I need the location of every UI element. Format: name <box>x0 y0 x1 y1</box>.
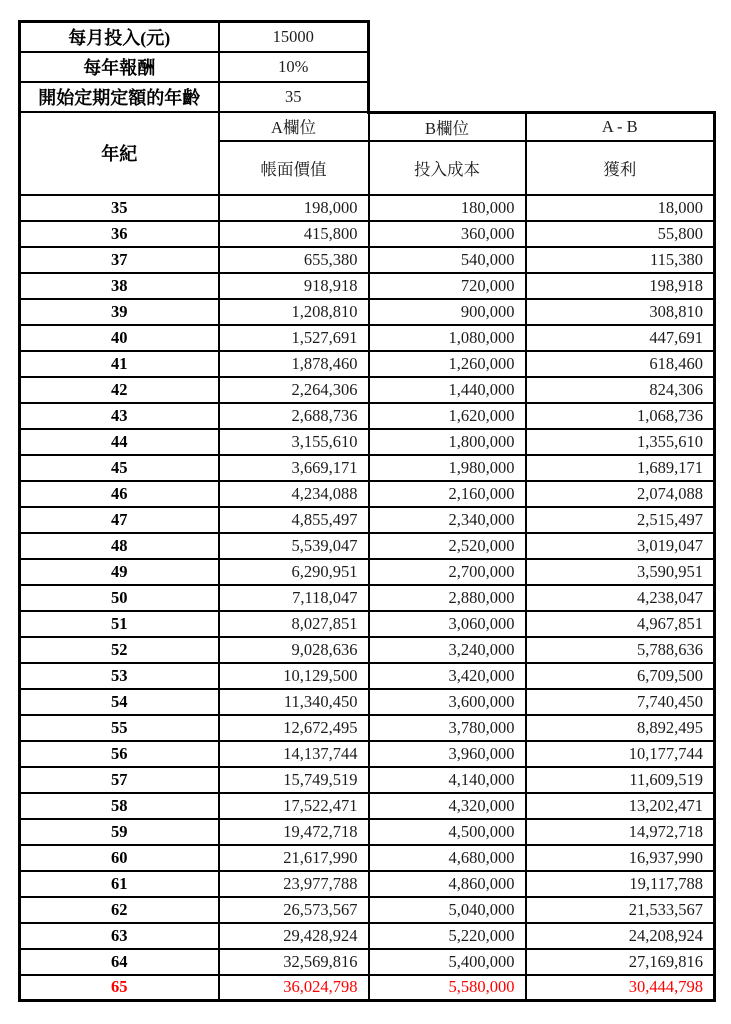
cell-book-value: 1,878,460 <box>219 351 369 377</box>
cell-cost: 900,000 <box>369 299 526 325</box>
cell-book-value: 655,380 <box>219 247 369 273</box>
cell-book-value: 198,000 <box>219 195 369 221</box>
cell-age: 47 <box>20 507 219 533</box>
cell-age: 44 <box>20 429 219 455</box>
cell-profit: 8,892,495 <box>526 715 715 741</box>
table-row <box>20 481 715 507</box>
cell-profit: 18,000 <box>526 195 715 221</box>
cell-book-value: 1,208,810 <box>219 299 369 325</box>
cell-cost: 3,060,000 <box>369 611 526 637</box>
cell-book-value: 4,855,497 <box>219 507 369 533</box>
table-row <box>20 533 715 559</box>
cell-profit: 618,460 <box>526 351 715 377</box>
cell-cost: 3,960,000 <box>369 741 526 767</box>
cell-book-value: 29,428,924 <box>219 923 369 949</box>
cell-profit: 115,380 <box>526 247 715 273</box>
cell-book-value: 2,264,306 <box>219 377 369 403</box>
column-header-b: B欄位 <box>369 112 526 141</box>
table-row <box>20 377 715 403</box>
cell-book-value: 23,977,788 <box>219 871 369 897</box>
cell-cost: 540,000 <box>369 247 526 273</box>
table-row <box>20 611 715 637</box>
param-value-monthly-investment: 15000 <box>219 22 369 53</box>
cell-profit: 6,709,500 <box>526 663 715 689</box>
empty-area <box>369 52 715 82</box>
column-header-a: A欄位 <box>219 112 369 141</box>
cell-profit: 21,533,567 <box>526 897 715 923</box>
param-row-start-age <box>20 82 715 112</box>
cell-profit: 27,169,816 <box>526 949 715 975</box>
cell-cost: 2,700,000 <box>369 559 526 585</box>
table-row <box>20 949 715 975</box>
cell-book-value: 9,028,636 <box>219 637 369 663</box>
cell-profit: 1,689,171 <box>526 455 715 481</box>
cell-book-value: 26,573,567 <box>219 897 369 923</box>
cell-cost: 3,420,000 <box>369 663 526 689</box>
cell-cost: 2,340,000 <box>369 507 526 533</box>
param-row-annual-return <box>20 52 715 82</box>
cell-cost: 5,220,000 <box>369 923 526 949</box>
cell-book-value: 5,539,047 <box>219 533 369 559</box>
cell-cost: 1,440,000 <box>369 377 526 403</box>
cell-age: 42 <box>20 377 219 403</box>
cell-profit: 5,788,636 <box>526 637 715 663</box>
empty-area <box>369 82 715 112</box>
table-row <box>20 923 715 949</box>
column-header-a-minus-b: A - B <box>526 112 715 141</box>
cell-cost: 5,040,000 <box>369 897 526 923</box>
cell-age: 50 <box>20 585 219 611</box>
cell-profit: 7,740,450 <box>526 689 715 715</box>
column-header-age: 年紀 <box>20 112 219 195</box>
cell-age: 58 <box>20 793 219 819</box>
cell-age: 36 <box>20 221 219 247</box>
cell-cost: 1,260,000 <box>369 351 526 377</box>
cell-profit: 1,355,610 <box>526 429 715 455</box>
cell-profit: 10,177,744 <box>526 741 715 767</box>
cell-age: 39 <box>20 299 219 325</box>
cell-age: 59 <box>20 819 219 845</box>
cell-profit: 19,117,788 <box>526 871 715 897</box>
cell-profit: 11,609,519 <box>526 767 715 793</box>
cell-cost: 4,140,000 <box>369 767 526 793</box>
cell-age: 46 <box>20 481 219 507</box>
cell-age: 56 <box>20 741 219 767</box>
cell-age: 57 <box>20 767 219 793</box>
cell-cost: 1,980,000 <box>369 455 526 481</box>
cell-age: 64 <box>20 949 219 975</box>
table-row <box>20 325 715 351</box>
cell-book-value: 7,118,047 <box>219 585 369 611</box>
cell-book-value: 21,617,990 <box>219 845 369 871</box>
cell-cost: 2,880,000 <box>369 585 526 611</box>
cell-profit: 13,202,471 <box>526 793 715 819</box>
cell-age: 54 <box>20 689 219 715</box>
cell-profit: 3,590,951 <box>526 559 715 585</box>
cell-profit: 4,238,047 <box>526 585 715 611</box>
table-row <box>20 819 715 845</box>
table-row <box>20 559 715 585</box>
table-row <box>20 429 715 455</box>
cell-age: 48 <box>20 533 219 559</box>
cell-profit: 198,918 <box>526 273 715 299</box>
cell-book-value: 14,137,744 <box>219 741 369 767</box>
cell-age: 43 <box>20 403 219 429</box>
column-header-top-row <box>20 112 715 141</box>
cell-age: 45 <box>20 455 219 481</box>
table-row <box>20 793 715 819</box>
cell-cost: 1,080,000 <box>369 325 526 351</box>
empty-area <box>369 22 715 53</box>
table-row <box>20 247 715 273</box>
cell-profit: 4,967,851 <box>526 611 715 637</box>
cell-cost: 3,240,000 <box>369 637 526 663</box>
table-row <box>20 663 715 689</box>
cell-book-value: 8,027,851 <box>219 611 369 637</box>
cell-cost: 1,620,000 <box>369 403 526 429</box>
cell-age: 52 <box>20 637 219 663</box>
column-header-profit: 獲利 <box>526 141 715 195</box>
table-row <box>20 299 715 325</box>
table-row <box>20 871 715 897</box>
cell-profit: 16,937,990 <box>526 845 715 871</box>
table-row <box>20 845 715 871</box>
cell-book-value: 2,688,736 <box>219 403 369 429</box>
table-row <box>20 221 715 247</box>
cell-cost: 2,520,000 <box>369 533 526 559</box>
cell-age: 65 <box>20 975 219 1001</box>
cell-book-value: 19,472,718 <box>219 819 369 845</box>
table-row <box>20 715 715 741</box>
cell-book-value: 3,669,171 <box>219 455 369 481</box>
param-label-start-age: 開始定期定額的年齡 <box>20 82 219 112</box>
param-label-annual-return: 每年報酬 <box>20 52 219 82</box>
cell-book-value: 36,024,798 <box>219 975 369 1001</box>
cell-age: 35 <box>20 195 219 221</box>
column-header-book-value: 帳面價值 <box>219 141 369 195</box>
table-row <box>20 689 715 715</box>
cell-book-value: 415,800 <box>219 221 369 247</box>
param-value-annual-return: 10% <box>219 52 369 82</box>
cell-book-value: 15,749,519 <box>219 767 369 793</box>
cell-age: 61 <box>20 871 219 897</box>
cell-cost: 720,000 <box>369 273 526 299</box>
table-row <box>20 273 715 299</box>
cell-book-value: 918,918 <box>219 273 369 299</box>
cell-age: 37 <box>20 247 219 273</box>
table-header <box>20 22 715 195</box>
table-row <box>20 637 715 663</box>
cell-profit: 2,074,088 <box>526 481 715 507</box>
cell-profit: 24,208,924 <box>526 923 715 949</box>
cell-cost: 4,860,000 <box>369 871 526 897</box>
cell-age: 62 <box>20 897 219 923</box>
cell-cost: 3,600,000 <box>369 689 526 715</box>
param-label-monthly-investment: 每月投入(元) <box>20 22 219 53</box>
column-header-cost: 投入成本 <box>369 141 526 195</box>
cell-book-value: 1,527,691 <box>219 325 369 351</box>
cell-cost: 5,400,000 <box>369 949 526 975</box>
cell-age: 40 <box>20 325 219 351</box>
cell-profit: 308,810 <box>526 299 715 325</box>
cell-profit: 55,800 <box>526 221 715 247</box>
cell-book-value: 17,522,471 <box>219 793 369 819</box>
cell-profit: 1,068,736 <box>526 403 715 429</box>
cell-book-value: 11,340,450 <box>219 689 369 715</box>
cell-book-value: 12,672,495 <box>219 715 369 741</box>
cell-age: 49 <box>20 559 219 585</box>
table-row <box>20 975 715 1001</box>
cell-age: 60 <box>20 845 219 871</box>
cell-book-value: 10,129,500 <box>219 663 369 689</box>
param-value-start-age: 35 <box>219 82 369 112</box>
cell-profit: 2,515,497 <box>526 507 715 533</box>
compound-interest-table <box>18 20 716 1002</box>
table-body <box>20 195 715 1001</box>
cell-book-value: 3,155,610 <box>219 429 369 455</box>
table-row <box>20 403 715 429</box>
table-row <box>20 507 715 533</box>
cell-cost: 3,780,000 <box>369 715 526 741</box>
cell-book-value: 4,234,088 <box>219 481 369 507</box>
table-row <box>20 767 715 793</box>
cell-profit: 14,972,718 <box>526 819 715 845</box>
cell-book-value: 32,569,816 <box>219 949 369 975</box>
table-row <box>20 741 715 767</box>
cell-age: 53 <box>20 663 219 689</box>
cell-profit: 3,019,047 <box>526 533 715 559</box>
cell-cost: 4,680,000 <box>369 845 526 871</box>
cell-profit: 824,306 <box>526 377 715 403</box>
cell-cost: 4,500,000 <box>369 819 526 845</box>
cell-profit: 30,444,798 <box>526 975 715 1001</box>
param-row-monthly-investment <box>20 22 715 53</box>
table-row <box>20 897 715 923</box>
cell-age: 41 <box>20 351 219 377</box>
cell-cost: 180,000 <box>369 195 526 221</box>
table-row <box>20 195 715 221</box>
cell-age: 38 <box>20 273 219 299</box>
cell-profit: 447,691 <box>526 325 715 351</box>
cell-cost: 360,000 <box>369 221 526 247</box>
cell-age: 51 <box>20 611 219 637</box>
cell-age: 63 <box>20 923 219 949</box>
table-row <box>20 455 715 481</box>
cell-book-value: 6,290,951 <box>219 559 369 585</box>
table-row <box>20 351 715 377</box>
cell-cost: 5,580,000 <box>369 975 526 1001</box>
cell-cost: 1,800,000 <box>369 429 526 455</box>
cell-cost: 4,320,000 <box>369 793 526 819</box>
cell-cost: 2,160,000 <box>369 481 526 507</box>
table-row <box>20 585 715 611</box>
cell-age: 55 <box>20 715 219 741</box>
